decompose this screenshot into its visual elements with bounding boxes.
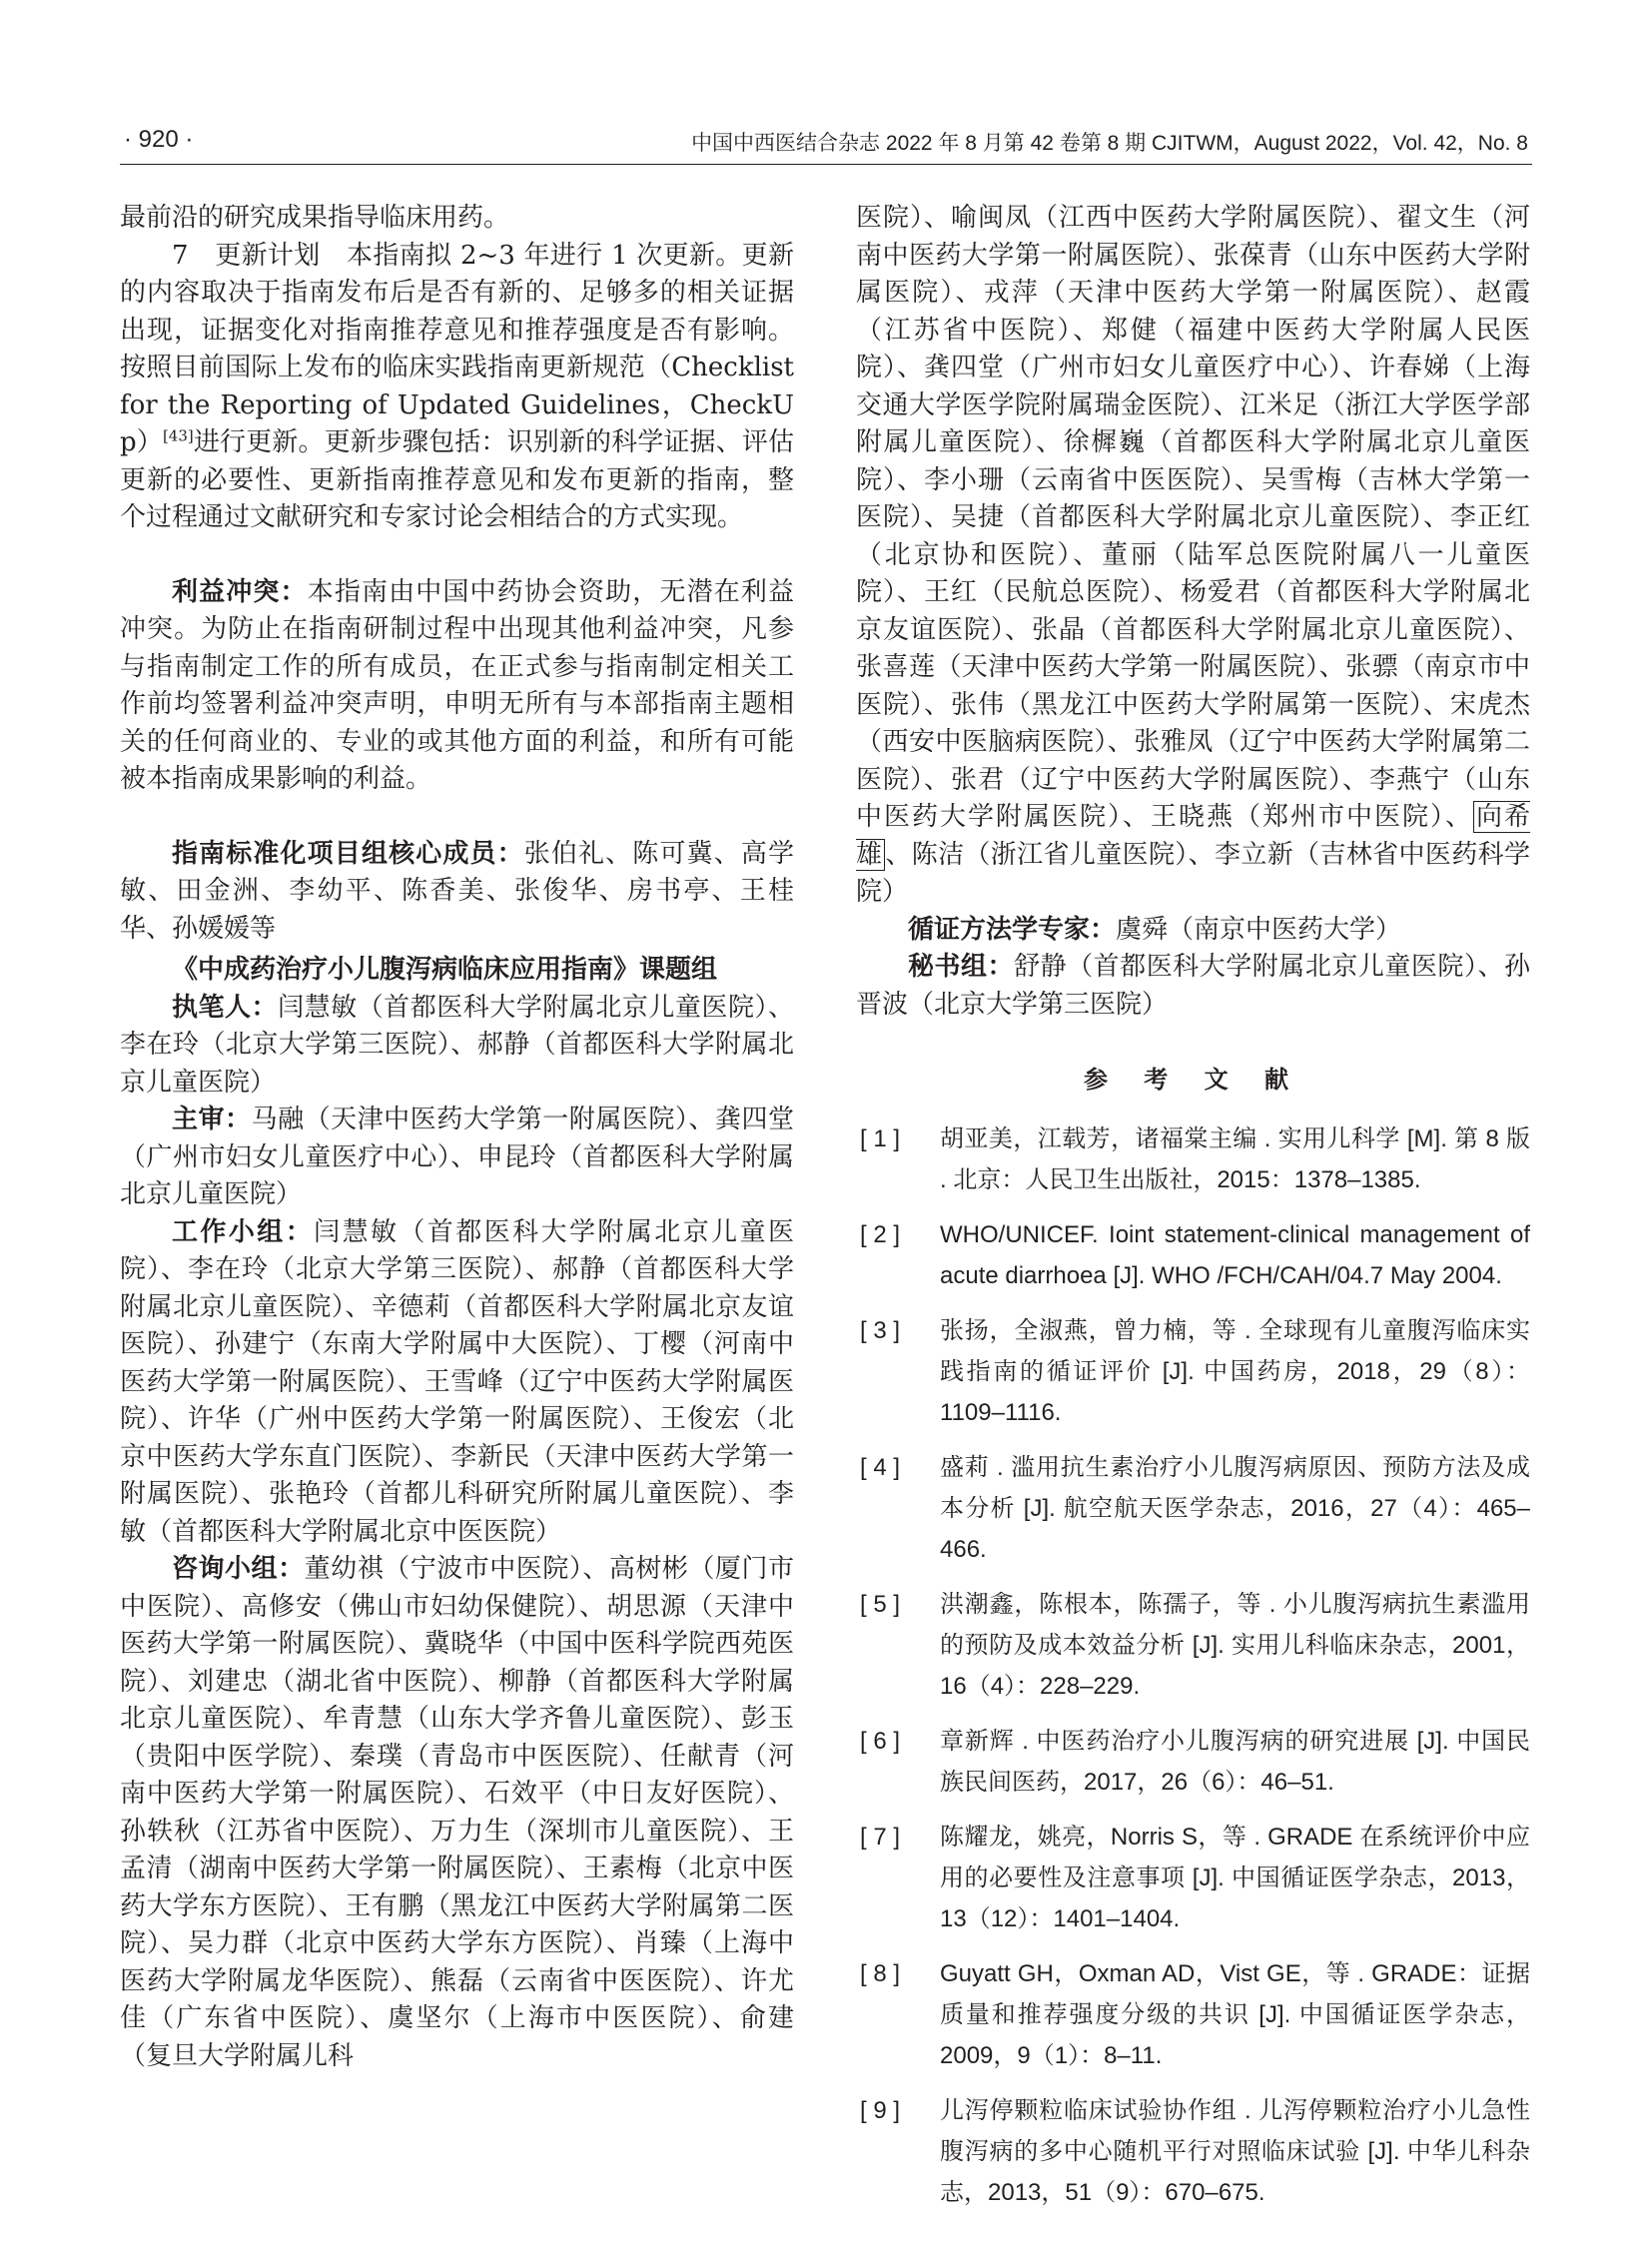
- group-title: 《中成药治疗小儿腹泻病临床应用指南》课题组: [172, 955, 718, 985]
- reference-item: [856, 1584, 1530, 1707]
- working-group-paragraph: [120, 1214, 794, 1552]
- running-header: [120, 124, 1532, 165]
- reference-text: 张扬，全淑燕，曾力楠，等 . 全球现有儿童腹泻临床实践指南的循证评价 [J]. 中国药房，2018，29（8）：1109–1116.: [940, 1317, 1530, 1426]
- journal-citation: 中国中西医结合杂志 2022 年 8 月第 42 卷第 8 期 CJITWM，August 2022，Vol. 42，No. 8: [691, 132, 1528, 155]
- reference-number: [ 5 ]: [860, 1591, 901, 1618]
- reference-number: [ 3 ]: [860, 1317, 901, 1344]
- reference-number: [ 4 ]: [860, 1454, 901, 1481]
- reference-number: [ 7 ]: [860, 1824, 901, 1851]
- consulting-group-continued: [856, 200, 1530, 912]
- reference-text: 胡亚美，江载芳，诸福棠主编 . 实用儿科学 [M]. 第 8 版 . 北京：人民卫生出版社，2015：1378–1385.: [940, 1125, 1530, 1193]
- methodology-body: 虞舜（南京中医药大学）: [1116, 914, 1402, 945]
- reference-item: [856, 1817, 1530, 1939]
- citation-43: [43]: [162, 426, 194, 445]
- core-members-label: 指南标准化项目组核心成员：: [172, 838, 524, 869]
- boxed-name: 向希雄: [856, 802, 1530, 870]
- consulting-group-cont-a: 医院）、喻闽凤（江西中医药大学附属医院）、翟文生（河南中医药大学第一附属医院）、张葆青（山东中医药大学附属医院）、戎萍（天津中医药大学第一附属医院）、赵霞（江苏省中医院）、郑健（福建中医药大学附属人民医院）、龚四堂（广州市妇女儿童医疗中心）、许春娣（上海交通大学医学院附属瑞金医院）、江米足（浙江大学医学部附属儿童医院）、徐樨巍（首都医科大学附属北京儿童医院）、李小珊（云南省中医医院）、吴雪梅（吉林大学第一医院）、吴捷（首都医科大学附属北京儿童医院）、李正红（北京协和医院）、董丽（陆军总医院附属八一儿童医院）、王红（民航总医院）、杨爱君（首都医科大学附属北京友谊医院）、张晶（首都医科大学附属北京儿童医院）、张喜莲（天津中医药大学第一附属医院）、张骠（南京市中医院）、张伟（黑龙江中医药大学附属第一医院）、宋虎杰（西安中医脑病医院）、张雅凤（辽宁中医药大学附属第二医院）、张君（辽宁中医药大学附属医院）、李燕宁（山东中医药大学附属医院）、王晓燕（郑州市中医院）、: [856, 203, 1530, 832]
- conflict-body: 本指南由中国中药协会资助，无潜在利益冲突。为防止在指南研制过程中出现其他利益冲突，凡参与指南制定工作的所有成员，在正式参与指南制定相关工作前均签署利益冲突声明，申明无所有与本部指南主题相关的任何商业的、专业的或其他方面的利益，和所有可能被本指南成果影响的利益。: [120, 576, 794, 794]
- reference-item: [856, 1214, 1530, 1296]
- update-plan-paragraph: [120, 238, 794, 537]
- page-number: · 920 ·: [124, 126, 194, 153]
- reviewers-body: 马融（天津中医药大学第一附属医院）、龚四堂（广州市妇女儿童医疗中心）、申昆玲（首都医科大学附属北京儿童医院）: [120, 1105, 794, 1209]
- update-plan-heading: 7 更新计划: [172, 240, 347, 271]
- reference-text: 儿泻停颗粒临床试验协作组 . 儿泻停颗粒治疗小儿急性腹泻病的多中心随机平行对照临床试验 [J]. 中华儿科杂志，2013，51（9）：670–675.: [940, 2097, 1530, 2206]
- reference-number: [ 9 ]: [860, 2097, 901, 2124]
- writers-paragraph: [120, 990, 794, 1103]
- writers-label: 执笔人：: [172, 992, 279, 1023]
- reference-text: 章新辉 . 中医药治疗小儿腹泻病的研究进展 [J]. 中国民族民间医药，2017，26（6）：46–51.: [940, 1728, 1530, 1796]
- consulting-group-cont-b: 、陈洁（浙江省儿童医院）、李立新（吉林省中医药科学院）: [856, 839, 1530, 907]
- consulting-group-paragraph: [120, 1551, 794, 2075]
- secretary-label: 秘书组：: [908, 952, 1015, 982]
- reviewers-paragraph: [120, 1102, 794, 1214]
- working-group-body: 闫慧敏（首都医科大学附属北京儿童医院）、李在玲（北京大学第三医院）、郝静（首都医科大学附属北京儿童医院）、辛德莉（首都医科大学附属北京友谊医院）、孙建宁（东南大学附属中大医院）、丁樱（河南中医药大学第一附属医院）、王雪峰（辽宁中医药大学附属医院）、许华（广州中医药大学第一附属医院）、王俊宏（北京中医药大学东直门医院）、李新民（天津中医药大学第一附属医院）、张艳玲（首都儿科研究所附属儿童医院）、李敏（首都医科大学附属北京中医医院）: [120, 1216, 794, 1547]
- working-group-label: 工作小组：: [172, 1216, 315, 1247]
- reference-number: [ 1 ]: [860, 1125, 901, 1152]
- secretary-body: 舒静（首都医科大学附属北京儿童医院）、孙晋波（北京大学第三医院）: [856, 952, 1530, 1020]
- update-plan-body-a: 本指南拟 2~3 年进行 1 次更新。更新的内容取决于指南发布后是否有新的、足够多的相关证据出现，证据变化对指南推荐意见和推荐强度是否有影响。按照目前国际上发布的临床实践指南更新规范（Checklist for the Reporting of Updated Guidelines，CheckUp）: [120, 240, 794, 457]
- reference-item: [856, 2090, 1530, 2213]
- secretary-paragraph: [856, 949, 1530, 1024]
- reference-number: [ 8 ]: [860, 1960, 901, 1987]
- reference-item: [856, 1953, 1530, 2076]
- paragraph-intro: 最前沿的研究成果指导临床用药。: [120, 203, 510, 233]
- reference-text: 陈耀龙，姚亮，Norris S，等 . GRADE 在系统评价中应用的必要性及注意事项 [J]. 中国循证医学杂志，2013，13（12）：1401–1404.: [940, 1824, 1530, 1932]
- methodology-label: 循证方法学专家：: [908, 914, 1117, 945]
- reference-item: [856, 1310, 1530, 1433]
- update-plan-body-b: 进行更新。更新步骤包括：识别新的科学证据、评估更新的必要性、更新指南推荐意见和发布更新的指南，整个过程通过文献研究和专家讨论会相结合的方式实现。: [120, 427, 794, 532]
- methodology-paragraph: [856, 912, 1530, 950]
- core-members-paragraph: [120, 836, 794, 949]
- consulting-group-body: 董幼祺（宁波市中医院）、高树彬（厦门市中医院）、高修安（佛山市妇幼保健院）、胡思源（天津中医药大学第一附属医院）、冀晓华（中国中医科学院西苑医院）、刘建忠（湖北省中医院）、柳静（首都医科大学附属北京儿童医院）、牟青慧（山东大学齐鲁儿童医院）、彭玉（贵阳中医学院）、秦璞（青岛市中医医院）、任献青（河南中医药大学第一附属医院）、石效平（中日友好医院）、孙轶秋（江苏省中医院）、万力生（深圳市儿童医院）、王孟清（湖南中医药大学第一附属医院）、王素梅（北京中医药大学东方医院）、王有鹏（黑龙江中医药大学附属第二医院）、吴力群（北京中医药大学东方医院）、肖臻（上海中医药大学附属龙华医院）、熊磊（云南省中医医院）、许尤佳（广东省中医院）、虞坚尔（上海市中医医院）、俞建（复旦大学附属儿科: [120, 1554, 794, 2071]
- conflict-paragraph: [120, 574, 794, 799]
- core-members-body: 张伯礼、陈可冀、高学敏、田金洲、李幼平、陈香美、张俊华、房书亭、王桂华、孙媛媛等: [120, 838, 794, 944]
- reference-item: [856, 1721, 1530, 1803]
- reference-number: [ 2 ]: [860, 1221, 901, 1248]
- reference-text: Guyatt GH，Oxman AD，Vist GE，等 . GRADE：证据质量和推荐强度分级的共识 [J]. 中国循证医学杂志，2009，9（1）：8–11.: [940, 1960, 1530, 2069]
- writers-body: 闫慧敏（首都医科大学附属北京儿童医院）、李在玲（北京大学第三医院）、郝静（首都医科大学附属北京儿童医院）: [120, 992, 794, 1098]
- reference-text: 盛莉 . 滥用抗生素治疗小儿腹泻病原因、预防方法及成本分析 [J]. 航空航天医学杂志，2016，27（4）：465–466.: [940, 1454, 1530, 1563]
- reference-item: [856, 1447, 1530, 1570]
- reference-text: 洪潮鑫，陈根本，陈孺子，等 . 小儿腹泻病抗生素滥用的预防及成本效益分析 [J]. 实用儿科临床杂志，2001，16（4）：228–229.: [940, 1591, 1530, 1700]
- references-title: 参 考 文 献: [1083, 1066, 1303, 1094]
- consulting-group-label: 咨询小组：: [172, 1554, 305, 1584]
- conflict-label: 利益冲突：: [172, 576, 308, 607]
- reviewers-label: 主审：: [172, 1105, 252, 1134]
- right-column: [856, 200, 1530, 2227]
- reference-text: WHO/UNICEF. Ioint statement-clinical management of acute diarrhoea [J]. WHO /FCH/CAH/04.7 May 2004.: [940, 1221, 1530, 1289]
- reference-item: [856, 1119, 1530, 1200]
- reference-number: [ 6 ]: [860, 1728, 901, 1755]
- left-column: [120, 200, 794, 2075]
- reference-list: [856, 1119, 1530, 2213]
